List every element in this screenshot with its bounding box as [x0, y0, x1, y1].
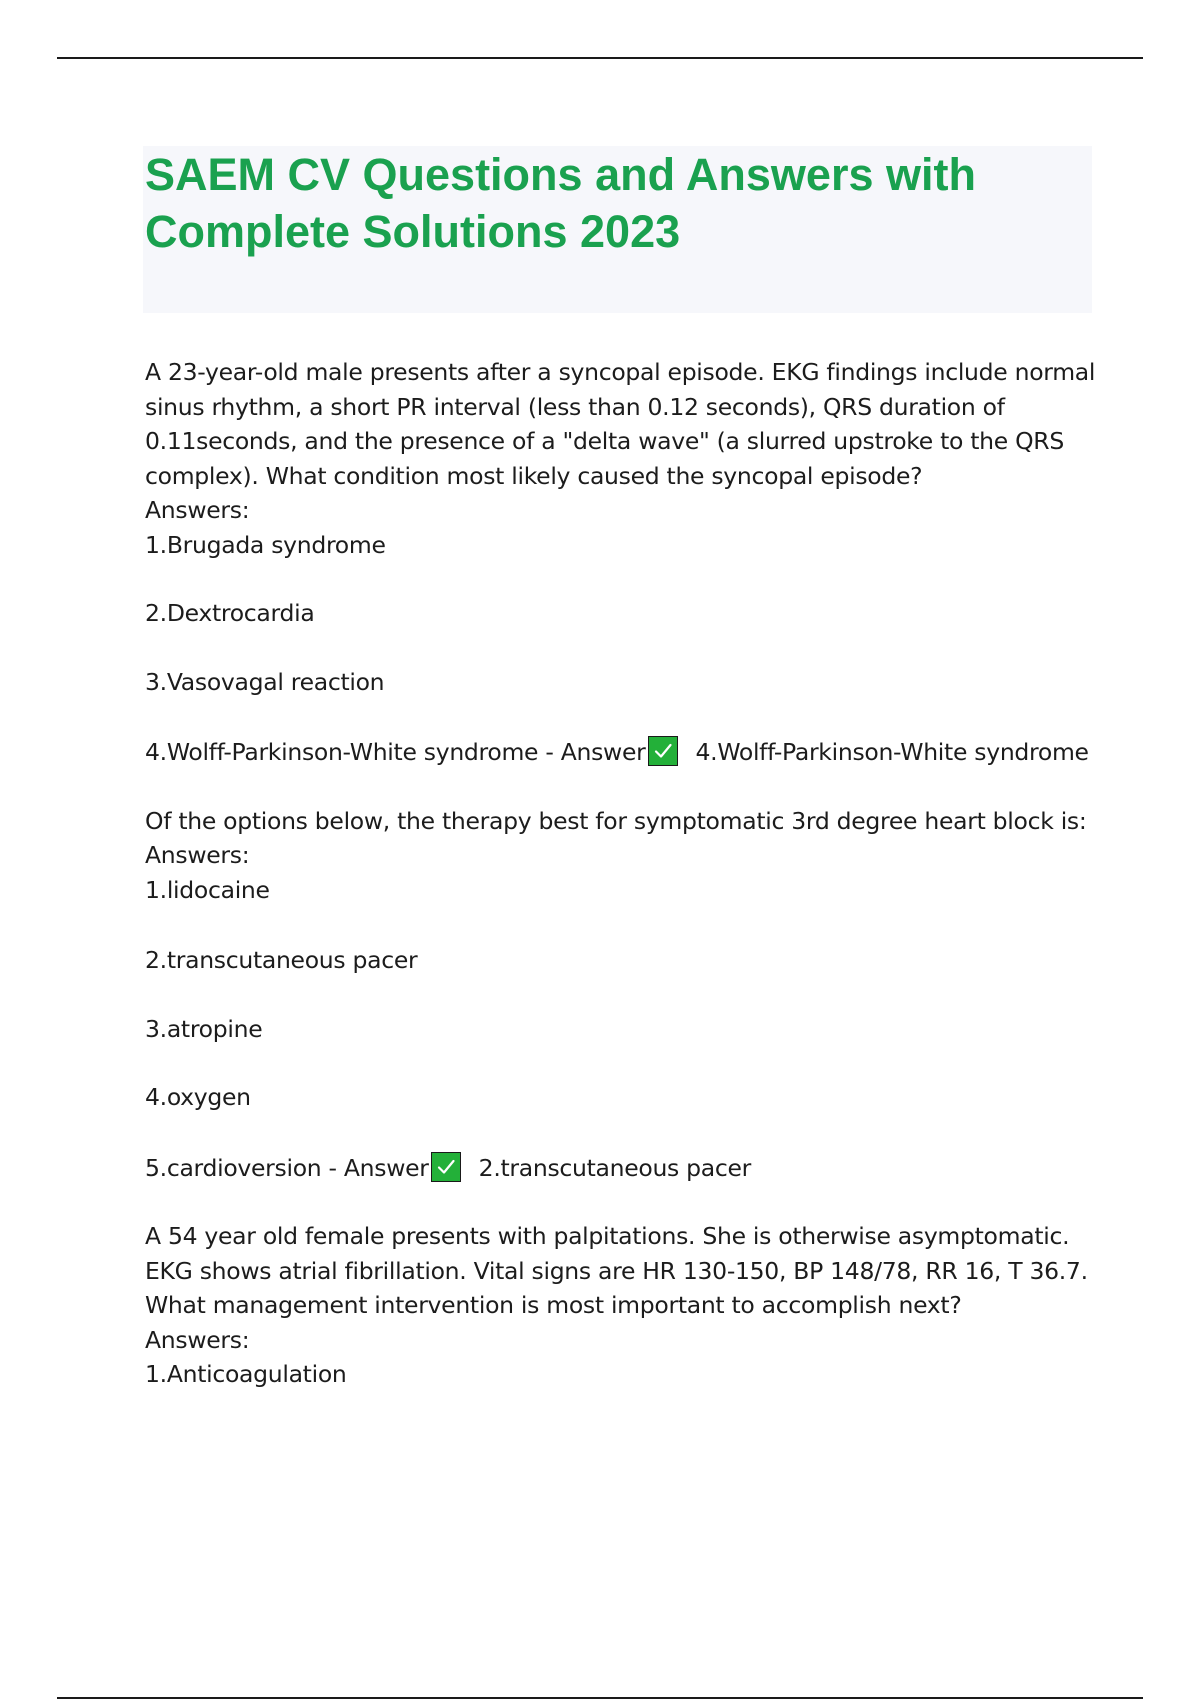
- question-text: Of the options below, the therapy best for symptomatic 3rd degree heart block is:: [145, 806, 1087, 835]
- question-text: A 23-year-old male presents after a syncopal episode. EKG findings include normal sinus rhythm, a short PR interval (less than 0.12 seconds), QRS duration of 0.11seconds, and the presence of a "delta wave" (a slurred upstroke to the QRS complex). What condition most likely caused the syncopal episode?: [145, 358, 1096, 490]
- questions-content: [145, 355, 1100, 1392]
- footer-rule: [57, 1697, 1143, 1699]
- check-mark-icon: [648, 736, 678, 766]
- question-block: [145, 1219, 1100, 1392]
- answer-option: 3.Vasovagal reaction: [145, 667, 385, 696]
- correct-answer: 2.transcutaneous pacer: [478, 1153, 752, 1182]
- question-text: A 54 year old female presents with palpitations. She is otherwise asymptomatic. EKG shows atrial fibrillation. Vital signs are HR 130-150, BP 148/78, RR 16, T 36.7. What management intervention is most important to accomplish next?: [145, 1222, 1088, 1319]
- question-block: [145, 355, 1100, 770]
- answer-option-with-key: [145, 735, 1100, 770]
- title-banner: [143, 146, 1092, 313]
- answers-label: Answers:: [145, 841, 250, 869]
- answer-option: 3.atropine: [145, 1014, 263, 1043]
- answer-option: 2.Dextrocardia: [145, 599, 315, 627]
- question-block: [145, 804, 1100, 1186]
- answers-label: Answers:: [145, 496, 250, 524]
- answers-label: Answers:: [145, 1325, 250, 1354]
- check-mark-icon: [431, 1152, 461, 1182]
- answer-option: 1.Brugada syndrome: [145, 530, 386, 559]
- answer-option-label: 4.Wolff-Parkinson-White syndrome - Answer: [145, 738, 646, 766]
- document-title: SAEM CV Questions and Answers with Complete Solutions 2023: [145, 149, 989, 257]
- header-rule: [57, 57, 1143, 59]
- answer-option: 1.Anticoagulation: [145, 1360, 347, 1388]
- correct-answer: 4.Wolff-Parkinson-White syndrome: [695, 738, 1089, 766]
- answer-option-with-key: [145, 1151, 1100, 1186]
- answer-option-label: 5.cardioversion - Answer: [145, 1153, 429, 1182]
- answer-option: 2.transcutaneous pacer: [145, 946, 418, 974]
- answer-option: 1.lidocaine: [145, 875, 270, 904]
- answer-option: 4.oxygen: [145, 1083, 251, 1111]
